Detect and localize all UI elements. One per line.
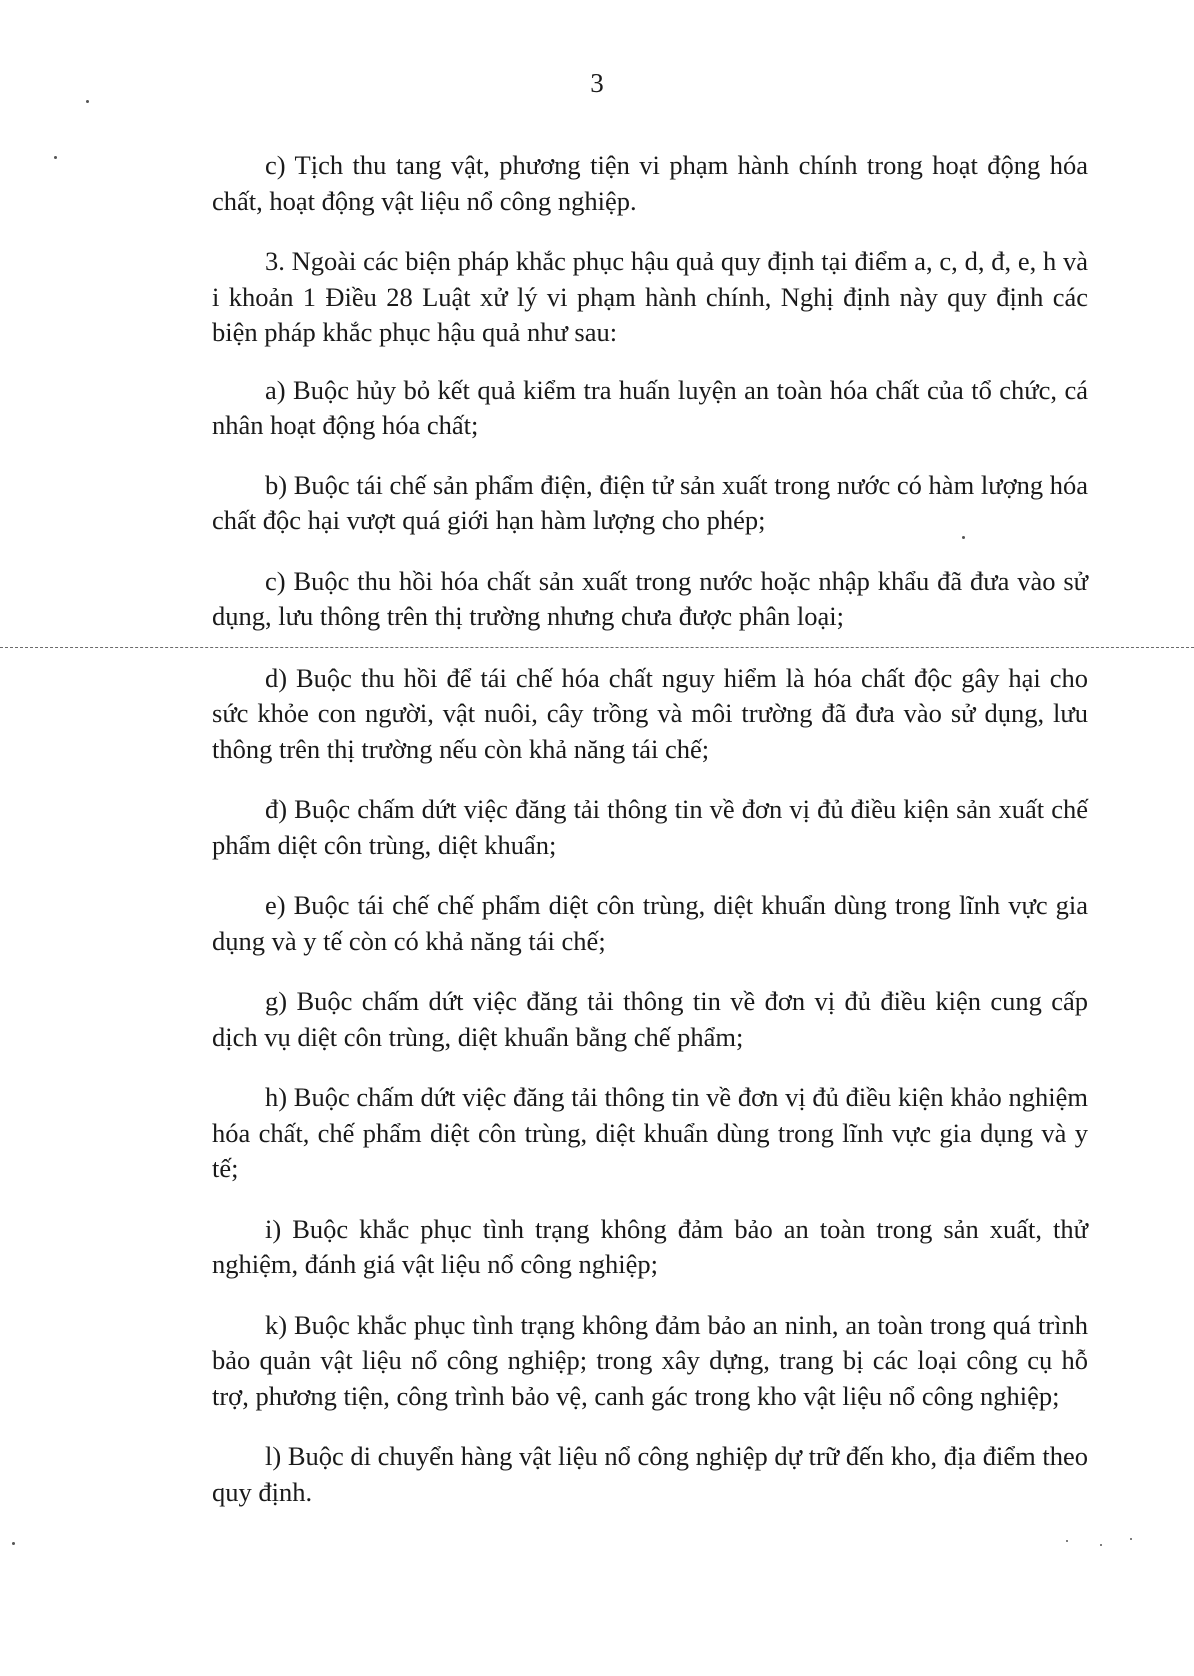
paragraph-e: e) Buộc tái chế chế phẩm diệt côn trùng, diệt khuẩn dùng trong lĩnh vực gia dụng và y tế còn có khả năng tái chế; [212, 890, 1088, 956]
paragraph-a: a) Buộc hủy bỏ kết quả kiểm tra huấn luyện an toàn hóa chất của tổ chức, cá nhân hoạt động hóa chất; [212, 374, 1088, 440]
paragraph-k: k) Buộc khắc phục tình trạng không đảm bảo an ninh, an toàn trong quá trình bảo quản vật liệu nổ công nghiệp; trong xây dựng, trang bị các loại công cụ hỗ trợ, phương tiện, công trình bảo vệ, canh gác trong kho vật liệu nổ công nghiệp; [212, 1309, 1088, 1411]
scan-speck [12, 1542, 15, 1545]
paragraph-c-confiscation: c) Tịch thu tang vật, phương tiện vi phạm hành chính trong hoạt động hóa chất, hoạt động vật liệu nổ công nghiệp. [212, 150, 1088, 216]
document-body [212, 148, 1088, 1535]
paragraph-l: l) Buộc di chuyển hàng vật liệu nổ công nghiệp dự trữ đến kho, địa điểm theo quy định. [212, 1441, 1088, 1507]
paragraph-b: b) Buộc tái chế sản phẩm điện, điện tử sản xuất trong nước có hàm lượng hóa chất độc hại vượt quá giới hạn hàm lượng cho phép; [212, 469, 1088, 535]
paragraph-d: d) Buộc thu hồi để tái chế hóa chất nguy hiểm là hóa chất độc gây hại cho sức khỏe con người, vật nuôi, cây trồng và môi trường đã đưa vào sử dụng, lưu thông trên thị trường nếu còn khả năng tái chế; [212, 662, 1088, 764]
paragraph-i: i) Buộc khắc phục tình trạng không đảm bảo an toàn trong sản xuất, thử nghiệm, đánh giá vật liệu nổ công nghiệp; [212, 1213, 1088, 1279]
paragraph-h: h) Buộc chấm dứt việc đăng tải thông tin về đơn vị đủ điều kiện khảo nghiệm hóa chất, chế phẩm diệt côn trùng, diệt khuẩn dùng trong lĩnh vực gia dụng và y tế; [212, 1082, 1088, 1183]
paragraph-c: c) Buộc thu hồi hóa chất sản xuất trong nước hoặc nhập khẩu đã đưa vào sử dụng, lưu thông trên thị trường nhưng chưa được phân loại; [212, 565, 1088, 631]
scan-speck [1100, 1544, 1102, 1546]
page-number: 3 [590, 68, 604, 98]
scan-speck [1066, 1540, 1068, 1542]
scan-speck [54, 156, 57, 159]
scan-speck [86, 100, 89, 103]
paragraph-g: g) Buộc chấm dứt việc đăng tải thông tin về đơn vị đủ điều kiện cung cấp dịch vụ diệt côn trùng, diệt khuẩn bằng chế phẩm; [212, 986, 1088, 1052]
scan-speck [1130, 1538, 1132, 1540]
paragraph-dd: đ) Buộc chấm dứt việc đăng tải thông tin về đơn vị đủ điều kiện sản xuất chế phẩm diệt côn trùng, diệt khuẩn; [212, 794, 1088, 860]
paragraph-clause-3: 3. Ngoài các biện pháp khắc phục hậu quả quy định tại điểm a, c, d, đ, e, h và i khoản 1 Điều 28 Luật xử lý vi phạm hành chính, Nghị định này quy định các biện pháp khắc phục hậu quả như sau: [212, 246, 1088, 347]
